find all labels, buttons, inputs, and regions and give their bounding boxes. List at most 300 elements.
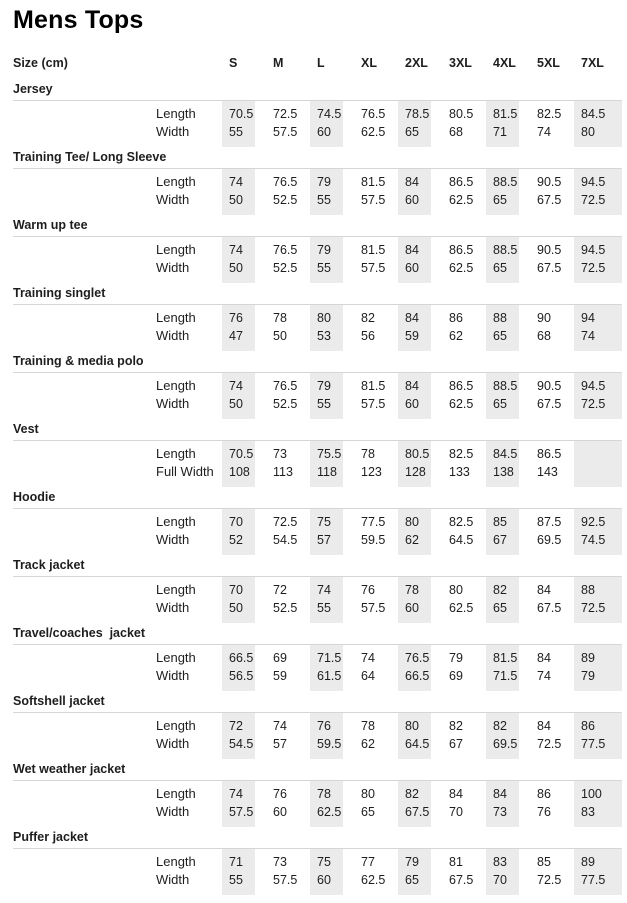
measurement-label: Length xyxy=(156,310,196,325)
size-value-cell: 65 xyxy=(486,327,530,351)
size-value-cell: 59 xyxy=(398,327,442,351)
size-value-cell: 79 xyxy=(449,651,463,665)
size-value-cell: 86.5 xyxy=(537,447,562,461)
measurement-row xyxy=(13,259,622,283)
size-value-cell: 70 xyxy=(222,509,266,531)
size-column-header: 5XL xyxy=(537,56,560,70)
size-value-cell: 57.5 xyxy=(361,601,386,615)
size-value-cell: 78 xyxy=(273,311,287,325)
size-value-cell: 78 xyxy=(361,447,375,461)
size-value-cell: 72.5 xyxy=(574,259,622,283)
size-value-cell: 72.5 xyxy=(537,873,562,887)
size-value-cell: 67.5 xyxy=(537,261,562,275)
size-value-cell: 69.5 xyxy=(537,533,562,547)
size-value-cell: 61.5 xyxy=(310,667,354,691)
measurement-label: Length xyxy=(156,446,196,461)
spacer-cell xyxy=(13,305,155,327)
spacer-cell xyxy=(13,735,155,759)
size-value-cell: 54.5 xyxy=(273,533,298,547)
section-title: Warm up tee xyxy=(13,215,622,237)
size-value-cell: 69.5 xyxy=(486,735,530,759)
size-value-cell: 88 xyxy=(574,577,622,599)
size-value-cell: 57.5 xyxy=(222,803,266,827)
size-value-cell: 88.5 xyxy=(486,373,530,395)
measurement-row xyxy=(13,441,622,463)
size-value-cell: 90.5 xyxy=(537,243,562,257)
size-value-cell: 138 xyxy=(486,463,530,487)
measurement-row xyxy=(13,509,622,531)
size-value-cell: 108 xyxy=(222,463,266,487)
measurement-row xyxy=(13,169,622,191)
size-value-cell: 94 xyxy=(574,305,622,327)
measurement-label: Width xyxy=(156,736,190,751)
size-value-cell: 74 xyxy=(222,237,266,259)
measurement-label: Width xyxy=(156,192,190,207)
size-value-cell: 52.5 xyxy=(273,397,298,411)
size-value-cell: 82 xyxy=(398,781,442,803)
section-row xyxy=(13,147,622,169)
size-value-cell: 86 xyxy=(574,713,622,735)
size-value-cell: 62.5 xyxy=(449,397,474,411)
measurement-row xyxy=(13,305,622,327)
size-value-cell: 71.5 xyxy=(310,645,354,667)
size-value-cell: 47 xyxy=(222,327,266,351)
section-title: Training & media polo xyxy=(13,351,622,373)
size-value-cell: 88.5 xyxy=(486,169,530,191)
size-value-cell: 94.5 xyxy=(574,237,622,259)
size-value-cell: 89 xyxy=(574,849,622,871)
size-value-cell: 62.5 xyxy=(361,873,386,887)
spacer-cell xyxy=(13,373,155,395)
size-value-cell: 50 xyxy=(222,259,266,283)
size-value-cell: 81.5 xyxy=(486,645,530,667)
size-value-cell: 81.5 xyxy=(486,101,530,123)
section-row xyxy=(13,827,622,849)
size-value-cell: 81.5 xyxy=(361,243,386,257)
size-value-cell: 82 xyxy=(449,719,463,733)
measurement-label: Length xyxy=(156,582,196,597)
page-title: Mens Tops xyxy=(13,6,144,34)
spacer-cell xyxy=(13,803,155,827)
size-value-cell: 57.5 xyxy=(361,397,386,411)
measurement-label: Width xyxy=(156,668,190,683)
size-value-cell: 54.5 xyxy=(222,735,266,759)
size-value-cell: 100 xyxy=(574,781,622,803)
size-value-cell: 55 xyxy=(310,259,354,283)
size-value-cell: 85 xyxy=(486,509,530,531)
size-value-cell: 84 xyxy=(537,719,551,733)
measurement-row xyxy=(13,803,622,827)
size-value-cell: 67 xyxy=(486,531,530,555)
size-column-header: 2XL xyxy=(405,56,428,70)
size-column-header: S xyxy=(229,56,238,70)
measurement-row xyxy=(13,395,622,419)
size-value-cell: 64.5 xyxy=(398,735,442,759)
size-value-cell: 84 xyxy=(537,651,551,665)
section-title: Hoodie xyxy=(13,487,622,509)
size-value-cell: 50 xyxy=(222,191,266,215)
size-value-cell: 65 xyxy=(486,599,530,623)
size-value-cell: 79 xyxy=(310,237,354,259)
size-column-header: 3XL xyxy=(449,56,472,70)
size-value-cell: 74 xyxy=(537,669,551,683)
spacer-cell xyxy=(13,599,155,623)
size-value-cell: 71 xyxy=(486,123,530,147)
measurement-label: Length xyxy=(156,718,196,733)
size-value-cell: 65 xyxy=(486,259,530,283)
size-value-cell: 76.5 xyxy=(398,645,442,667)
size-value-cell: 73 xyxy=(273,447,287,461)
measurement-row xyxy=(13,123,622,147)
measurement-label: Width xyxy=(156,396,190,411)
size-value-cell: 74 xyxy=(222,373,266,395)
section-row xyxy=(13,759,622,781)
measurement-label: Length xyxy=(156,242,196,257)
size-value-cell: 82 xyxy=(361,311,375,325)
size-value-cell: 76 xyxy=(273,787,287,801)
section-row xyxy=(13,555,622,577)
spacer-cell xyxy=(13,577,155,599)
measurement-label: Width xyxy=(156,328,190,343)
measurement-row xyxy=(13,735,622,759)
size-value-cell: 81 xyxy=(449,855,463,869)
size-value-cell: 74 xyxy=(537,125,551,139)
size-value-cell: 74 xyxy=(222,781,266,803)
size-value-cell: 74.5 xyxy=(574,531,622,555)
measurement-row xyxy=(13,781,622,803)
size-value-cell: 69 xyxy=(449,669,463,683)
size-value-cell: 72.5 xyxy=(537,737,562,751)
measurement-row xyxy=(13,577,622,599)
size-value-cell: 84 xyxy=(537,583,551,597)
size-value-cell: 57.5 xyxy=(361,261,386,275)
measurement-row xyxy=(13,645,622,667)
size-value-cell: 60 xyxy=(310,123,354,147)
size-value-cell: 84 xyxy=(449,787,463,801)
size-value-cell: 53 xyxy=(310,327,354,351)
section-row xyxy=(13,351,622,373)
section-title: Jersey xyxy=(13,79,622,101)
size-value-cell: 62 xyxy=(449,329,463,343)
size-value-cell: 65 xyxy=(361,805,375,819)
size-value-cell: 74 xyxy=(222,169,266,191)
measurement-row xyxy=(13,531,622,555)
measurement-label: Width xyxy=(156,872,190,887)
size-value-cell: 70.5 xyxy=(222,101,266,123)
size-value-cell: 62.5 xyxy=(310,803,354,827)
section-title: Travel/coaches jacket xyxy=(13,623,622,645)
size-value-cell: 83 xyxy=(574,803,622,827)
spacer-cell xyxy=(13,169,155,191)
size-value-cell: 52.5 xyxy=(273,261,298,275)
size-value-cell: 82.5 xyxy=(449,447,474,461)
size-value-cell: 90.5 xyxy=(537,379,562,393)
size-value-cell: 62.5 xyxy=(449,261,474,275)
size-value-cell: 57.5 xyxy=(273,125,298,139)
size-value-cell: 56.5 xyxy=(222,667,266,691)
size-value-cell: 79 xyxy=(398,849,442,871)
section-title: Puffer jacket xyxy=(13,827,622,849)
measurement-row xyxy=(13,871,622,895)
size-value-cell: 79 xyxy=(310,169,354,191)
size-value-cell: 76.5 xyxy=(273,379,298,393)
size-value-cell: 60 xyxy=(398,259,442,283)
size-value-cell: 76.5 xyxy=(273,243,298,257)
size-value-cell: 66.5 xyxy=(398,667,442,691)
size-value-cell: 84 xyxy=(486,781,530,803)
size-value-cell: 55 xyxy=(310,599,354,623)
section-title: Vest xyxy=(13,419,622,441)
size-value-cell: 86.5 xyxy=(449,175,474,189)
size-value-cell: 64 xyxy=(361,669,375,683)
measurement-row xyxy=(13,327,622,351)
size-value-cell: 78 xyxy=(361,719,375,733)
size-value-cell: 89 xyxy=(574,645,622,667)
size-value-cell: 86 xyxy=(449,311,463,325)
measurement-label: Width xyxy=(156,600,190,615)
size-header-row xyxy=(13,56,622,79)
size-value-cell: 66.5 xyxy=(222,645,266,667)
size-value-cell: 72.5 xyxy=(273,515,298,529)
section-row xyxy=(13,283,622,305)
measurement-row xyxy=(13,713,622,735)
size-value-cell: 82.5 xyxy=(449,515,474,529)
spacer-cell xyxy=(13,781,155,803)
size-value-cell: 77.5 xyxy=(574,871,622,895)
size-value-cell: 71.5 xyxy=(486,667,530,691)
section-title: Softshell jacket xyxy=(13,691,622,713)
size-value-cell: 76 xyxy=(361,583,375,597)
size-value-cell: 143 xyxy=(537,465,558,479)
size-value-cell: 70 xyxy=(486,871,530,895)
spacer-cell xyxy=(13,871,155,895)
size-value-cell: 79 xyxy=(310,373,354,395)
size-value-cell: 69 xyxy=(273,651,287,665)
size-value-cell: 133 xyxy=(449,465,470,479)
size-value-cell: 57 xyxy=(310,531,354,555)
size-value-cell: 84.5 xyxy=(486,441,530,463)
size-column-header: 4XL xyxy=(493,56,516,70)
size-value-cell: 80 xyxy=(310,305,354,327)
size-value-cell: 81.5 xyxy=(361,379,386,393)
size-value-cell: 59 xyxy=(273,669,287,683)
spacer-cell xyxy=(13,531,155,555)
measurement-row xyxy=(13,373,622,395)
size-value-cell: 74 xyxy=(361,651,375,665)
size-value-cell: 57.5 xyxy=(361,193,386,207)
size-value-cell: 76 xyxy=(537,805,551,819)
size-value-cell: 67.5 xyxy=(449,873,474,887)
size-value-cell: 77 xyxy=(361,855,375,869)
size-value-cell: 70 xyxy=(449,805,463,819)
size-value-cell: 80.5 xyxy=(398,441,442,463)
size-value-cell: 82 xyxy=(486,577,530,599)
size-value-cell: 86.5 xyxy=(449,243,474,257)
size-value-cell: 75 xyxy=(310,509,354,531)
size-value-cell: 50 xyxy=(273,329,287,343)
size-value-cell: 84.5 xyxy=(574,101,622,123)
size-value-cell: 74 xyxy=(574,327,622,351)
spacer-cell xyxy=(13,259,155,283)
size-value-cell: 80 xyxy=(574,123,622,147)
size-value-cell: 76 xyxy=(310,713,354,735)
size-value-cell: 62 xyxy=(398,531,442,555)
size-value-cell: 57 xyxy=(273,737,287,751)
size-value-cell: 67 xyxy=(449,737,463,751)
measurement-label: Length xyxy=(156,786,196,801)
size-value-cell: 75.5 xyxy=(310,441,354,463)
size-value-cell: 60 xyxy=(398,599,442,623)
size-value-cell: 62.5 xyxy=(449,601,474,615)
size-value-cell: 80 xyxy=(449,583,463,597)
size-column-header: M xyxy=(273,56,284,70)
size-value-cell: 72 xyxy=(222,713,266,735)
measurement-label: Length xyxy=(156,650,196,665)
size-column-header: 7XL xyxy=(581,56,604,70)
size-value-cell: 67.5 xyxy=(537,601,562,615)
section-title: Training Tee/ Long Sleeve xyxy=(13,147,622,169)
size-value-cell: 72.5 xyxy=(574,191,622,215)
size-value-cell: 81.5 xyxy=(361,175,386,189)
section-row xyxy=(13,487,622,509)
size-value-cell: 73 xyxy=(486,803,530,827)
size-value-cell: 84 xyxy=(398,169,442,191)
size-value-cell: 72.5 xyxy=(574,599,622,623)
size-value-cell: 77.5 xyxy=(361,515,386,529)
measurement-label: Length xyxy=(156,174,196,189)
measurement-label: Length xyxy=(156,106,196,121)
size-value-cell: 76 xyxy=(222,305,266,327)
size-value-cell: 77.5 xyxy=(574,735,622,759)
size-value-cell: 84 xyxy=(398,373,442,395)
measurement-label: Width xyxy=(156,124,190,139)
size-value-cell: 62.5 xyxy=(449,193,474,207)
size-value-cell: 84 xyxy=(398,305,442,327)
size-value-cell: 67.5 xyxy=(398,803,442,827)
section-row xyxy=(13,79,622,101)
size-value-cell: 76.5 xyxy=(273,175,298,189)
size-value-cell: 88.5 xyxy=(486,237,530,259)
size-value-cell: 78 xyxy=(398,577,442,599)
size-value-cell: 92.5 xyxy=(574,509,622,531)
size-value-cell: 79 xyxy=(574,667,622,691)
size-value-cell: 52.5 xyxy=(273,193,298,207)
spacer-cell xyxy=(13,441,155,463)
measurement-row xyxy=(13,463,622,487)
size-value-cell: 94.5 xyxy=(574,169,622,191)
spacer-cell xyxy=(13,395,155,419)
size-value-cell: 65 xyxy=(486,395,530,419)
size-value-cell: 52.5 xyxy=(273,601,298,615)
measurement-row xyxy=(13,667,622,691)
spacer-cell xyxy=(13,509,155,531)
size-value-cell: 68 xyxy=(449,125,463,139)
measurement-row xyxy=(13,849,622,871)
spacer-cell xyxy=(13,101,155,123)
spacer-cell xyxy=(13,463,155,487)
measurement-row xyxy=(13,599,622,623)
size-value-cell: 64.5 xyxy=(449,533,474,547)
size-value-cell: 74 xyxy=(273,719,287,733)
section-title: Training singlet xyxy=(13,283,622,305)
size-value-cell: 70.5 xyxy=(222,441,266,463)
measurement-label: Width xyxy=(156,804,190,819)
spacer-cell xyxy=(13,667,155,691)
size-value-cell: 65 xyxy=(486,191,530,215)
size-value-cell: 74 xyxy=(310,577,354,599)
section-row xyxy=(13,623,622,645)
spacer-cell xyxy=(13,327,155,351)
size-value-cell xyxy=(574,463,622,487)
size-value-cell: 78 xyxy=(310,781,354,803)
size-value-cell: 70 xyxy=(222,577,266,599)
size-value-cell: 60 xyxy=(310,871,354,895)
section-row xyxy=(13,419,622,441)
size-value-cell: 94.5 xyxy=(574,373,622,395)
size-value-cell: 72 xyxy=(273,583,287,597)
size-value-cell: 88 xyxy=(486,305,530,327)
size-value-cell: 83 xyxy=(486,849,530,871)
section-row xyxy=(13,691,622,713)
size-value-cell: 90 xyxy=(537,311,551,325)
size-value-cell xyxy=(574,441,622,463)
size-value-cell: 87.5 xyxy=(537,515,562,529)
size-value-cell: 65 xyxy=(398,123,442,147)
size-value-cell: 128 xyxy=(398,463,442,487)
size-value-cell: 50 xyxy=(222,395,266,419)
size-value-cell: 80 xyxy=(398,509,442,531)
spacer-cell xyxy=(13,123,155,147)
size-value-cell: 82.5 xyxy=(537,107,562,121)
size-chart-body xyxy=(13,79,622,895)
measurement-row xyxy=(13,191,622,215)
size-value-cell: 71 xyxy=(222,849,266,871)
size-value-cell: 65 xyxy=(398,871,442,895)
measurement-label: Width xyxy=(156,260,190,275)
spacer-cell xyxy=(13,237,155,259)
size-value-cell: 67.5 xyxy=(537,397,562,411)
size-value-cell: 55 xyxy=(310,191,354,215)
measurement-label: Length xyxy=(156,514,196,529)
size-value-cell: 57.5 xyxy=(273,873,298,887)
measurement-label: Length xyxy=(156,854,196,869)
section-title: Track jacket xyxy=(13,555,622,577)
measurement-row xyxy=(13,101,622,123)
size-value-cell: 62.5 xyxy=(361,125,386,139)
size-column-header: L xyxy=(317,56,325,70)
size-value-cell: 84 xyxy=(398,237,442,259)
measurement-row xyxy=(13,237,622,259)
size-value-cell: 86.5 xyxy=(449,379,474,393)
size-value-cell: 86 xyxy=(537,787,551,801)
size-value-cell: 73 xyxy=(273,855,287,869)
measurement-label: Full Width xyxy=(156,464,214,479)
size-value-cell: 75 xyxy=(310,849,354,871)
size-value-cell: 80 xyxy=(361,787,375,801)
size-value-cell: 80.5 xyxy=(449,107,474,121)
size-value-cell: 118 xyxy=(310,463,354,487)
section-row xyxy=(13,215,622,237)
size-column-header: XL xyxy=(361,56,377,70)
section-title: Wet weather jacket xyxy=(13,759,622,781)
size-value-cell: 59.5 xyxy=(310,735,354,759)
size-unit-header: Size (cm) xyxy=(13,56,68,70)
size-value-cell: 55 xyxy=(222,871,266,895)
size-value-cell: 82 xyxy=(486,713,530,735)
size-value-cell: 59.5 xyxy=(361,533,386,547)
size-value-cell: 74.5 xyxy=(310,101,354,123)
size-value-cell: 60 xyxy=(398,395,442,419)
